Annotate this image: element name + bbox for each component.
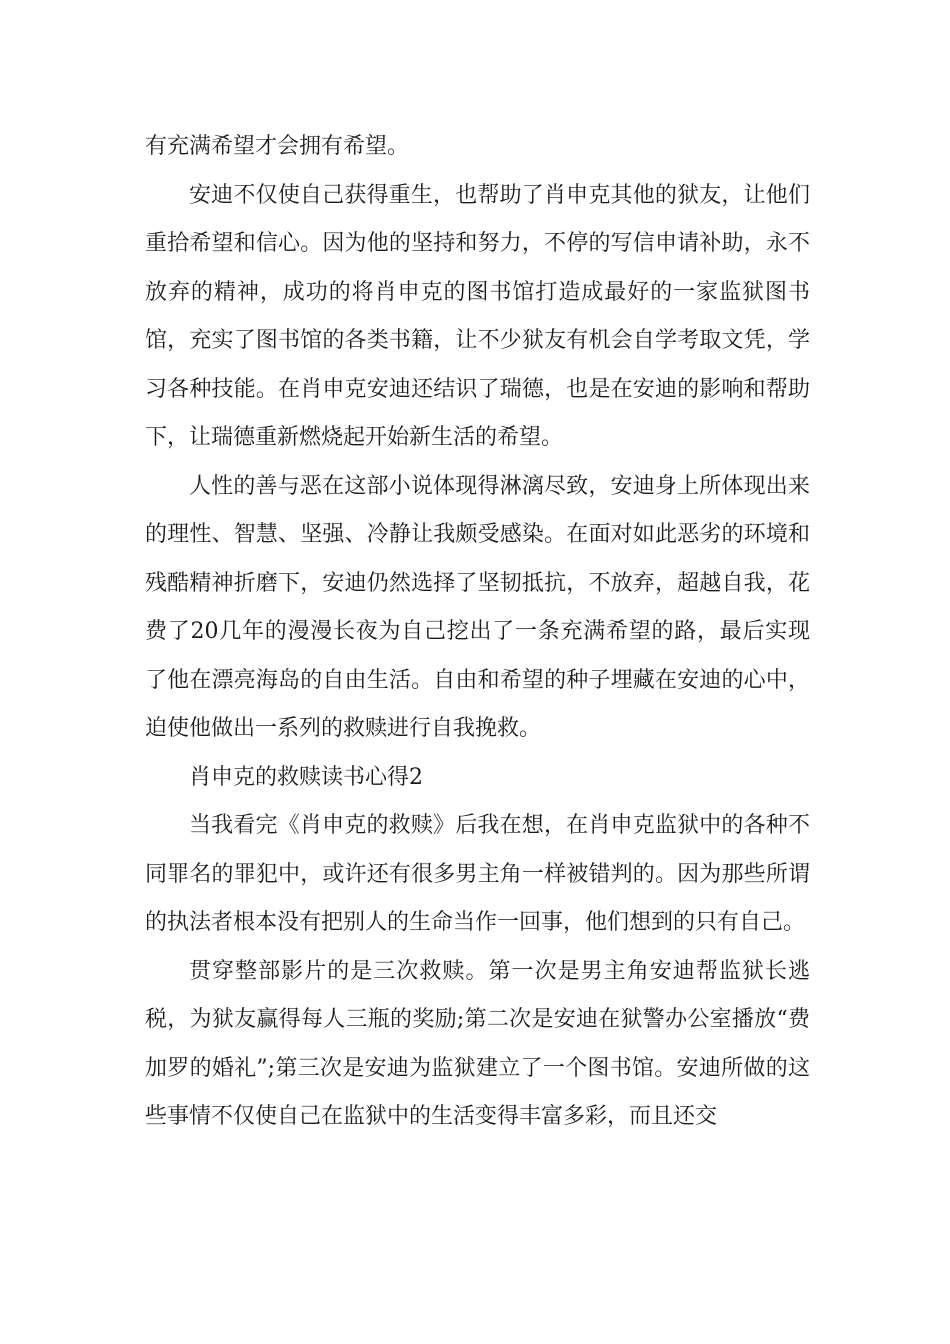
paragraph-5: 贯穿整部影片的是三次救赎。第一次是男主角安迪帮监狱长逃税，为狱友赢得每人三瓶的奖励;第二次是安迪在狱警办公室播放“费加罗的婚礼”;第三次是安迪为监狱建立了一个图书馆。安迪所做的这些事情不仅使自己在监狱中的生活变得丰富多彩，而且还交	[145, 958, 810, 1129]
paragraph-4: 当我看完《肖申克的救赎》后我在想，在肖申克监狱中的各种不同罪名的罪犯中，或许还有很多男主角一样被错判的。因为那些所谓的执法者根本没有把别人的生命当作一回事，他们想到的只有自己。	[145, 813, 810, 935]
paragraph-3: 人性的善与恶在这部小说体现得淋漓尽致，安迪身上所体现出来的理性、智慧、坚强、冷静让我颇受感染。在面对如此恶劣的环境和残酷精神折磨下，安迪仍然选择了坚韧抵抗，不放弃，超越自我，花费了20几年的漫漫长夜为自己挖出了一条充满希望的路，最后实现了他在漂亮海岛的自由生活。自由和希望的种子埋藏在安迪的心中，迫使他做出一系列的救赎进行自我挽救。	[145, 473, 810, 741]
section-heading: 肖申克的救赎读书心得2	[189, 764, 423, 790]
document-body	[145, 123, 810, 1142]
paragraph-1: 有充满希望才会拥有希望。	[145, 134, 410, 159]
paragraph-2: 安迪不仅使自己获得重生，也帮助了肖申克其他的狱友，让他们重拾希望和信心。因为他的坚持和努力，不停的写信申请补助，永不放弃的精神，成功的将肖申克的图书馆打造成最好的一家监狱图书馆，充实了图书馆的各类书籍，让不少狱友有机会自学考取文凭，学习各种技能。在肖申克安迪还结识了瑞德，也是在安迪的影响和帮助下，让瑞德重新燃烧起开始新生活的希望。	[145, 182, 810, 450]
